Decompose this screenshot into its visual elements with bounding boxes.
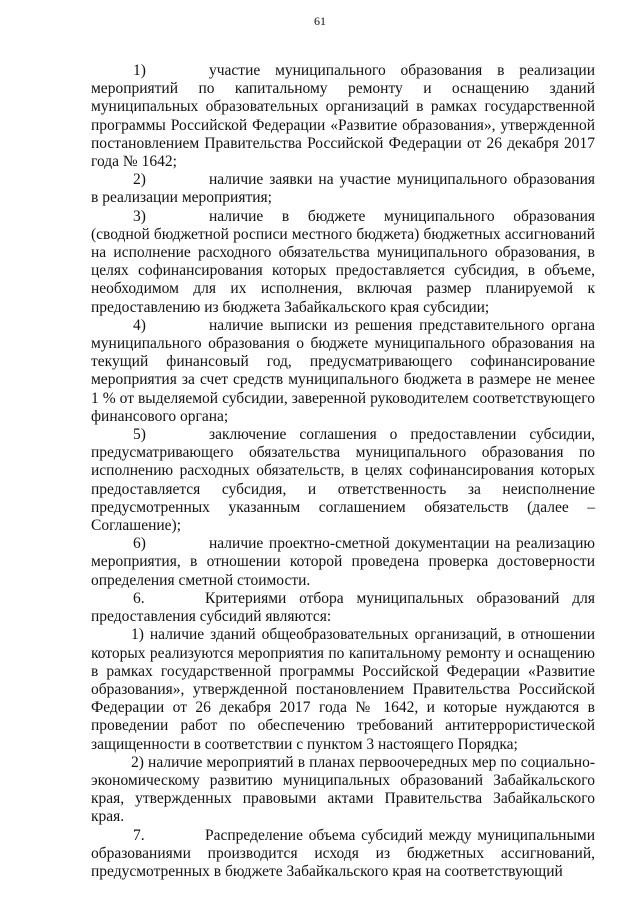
section-number: 7. [133, 826, 145, 844]
list-item-text: наличие в бюджете муниципального образования (сводной бюджетной росписи местного бюджета) бюджетных ассигнований на исполнение расходного обязательства муниципального образования, в целях софинансирования которых предоставляется субсидия, в объеме, необходимом для их исполнения, включая размер планируемой к предоставлению из бюджета Забайкальского края субсидии; [91, 207, 595, 316]
list-item-number: 2) [133, 171, 146, 189]
list-item-number: 1) [133, 62, 146, 79]
list-item-text: заключение соглашения о предоставлении субсидии, предусматривающего обязательства муниципального образования по исполнению расходных обязательств, в целях софинансирования которых предоставляется субсидия, и ответственность за неисполнение предусмотренных указанным соглашением обязательств (далее – Соглашение); [91, 426, 595, 535]
section-6-paragraph [91, 590, 595, 626]
list-item-text: наличие выписки из решения представительного органа муниципального образования о бюджете муниципального образования на текущий финансовый год, предусматривающего софинансирование мероприятия за счет средств муниципального бюджета в размере не менее 1 % от выделяемой субсидии, заверенной руководителем соответствующего финансового органа; [91, 316, 595, 425]
page-number: 61 [314, 14, 326, 28]
list-item-text: наличие проектно-сметной документации на реализацию мероприятия, в отношении которой проведена проверка достоверности определения сметной стоимости. [91, 535, 595, 589]
list-item-number: 4) [133, 316, 146, 334]
list-item-text: участие муниципального образования в реализации мероприятий по капитальному ремонту и оснащению зданий муниципальных образовательных организаций в рамках государственной программы Российской Федерации «Развитие образования», утвержденной постановлением Правительства Российской Федерации от 26 декабря 2017 года № 1642; [91, 62, 595, 171]
list-item-5 [91, 426, 595, 535]
list-item-number: 3) [133, 207, 146, 225]
list-item-number: 5) [133, 426, 146, 444]
criterion-2: 2) наличие мероприятий в планах первоочередных мер по социально-экономическому развитию муниципальных образований Забайкальского края, утвержденных правовыми актами Правительства Забайкальского края. [91, 753, 595, 826]
list-item-number: 6) [133, 535, 146, 553]
document-body [91, 62, 595, 881]
criterion-1: 1) наличие зданий общеобразовательных организаций, в отношении которых реализуются мероприятия по капитальному ремонту и оснащению в рамках государственной программы Российской Федерации «Развитие образования», утвержденной постановлением Правительства Российской Федерации от 26 декабря 2017 года № 1642, и которые нуждаются в проведении работ по обеспечению требований антитеррористической защищенности в соответствии с пунктом 3 настоящего Порядка; [91, 626, 595, 753]
section-7-paragraph [91, 827, 595, 882]
list-item-6 [91, 535, 595, 590]
section-text: Критериями отбора муниципальных образований для предоставления субсидий являются: [91, 589, 595, 626]
section-number: 6. [133, 589, 145, 607]
list-item-3 [91, 208, 595, 317]
list-item-text: наличие заявки на участие муниципального образования в реализации мероприятия; [91, 171, 595, 207]
section-text: Распределение объема субсидий между муниципальными образованиями производится исходя из бюджетных ассигнований, предусмотренных в бюджете Забайкальского края на соответствующий [91, 826, 595, 880]
list-item-1 [91, 62, 595, 171]
list-item-2 [91, 171, 595, 207]
list-item-4 [91, 317, 595, 426]
